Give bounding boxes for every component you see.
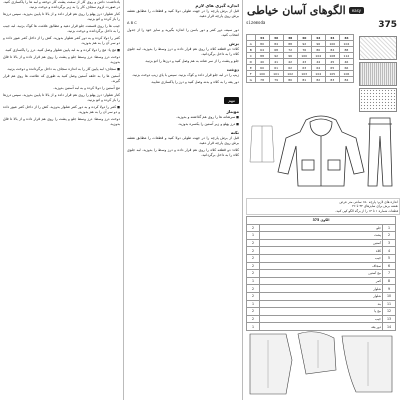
size-table-cell: 43 (297, 59, 311, 65)
size-table-cell: 41 (269, 59, 283, 65)
size-table-cell: 92 (297, 41, 311, 47)
size-table-cell: G (247, 77, 256, 83)
size-table-cell: 61 (269, 65, 283, 71)
size-table-cell: 106 (339, 71, 353, 77)
garment-illustration (246, 112, 396, 192)
brand-label: sizemoda (246, 20, 266, 25)
piece-qty: 1 (247, 277, 260, 285)
piece-row (247, 285, 396, 293)
piece-row (247, 315, 396, 323)
size-table-cell: 88 (339, 47, 353, 53)
piece-name: شلوار (260, 285, 383, 293)
piece-num: 8 (383, 277, 396, 285)
size-table-cell: 96 (311, 41, 325, 47)
instructions-column-left (0, 0, 124, 400)
piece-row (247, 277, 396, 285)
instruction-paragraph: کنار شلوار: درز پهلو را روی هم قرار داده و از بالا تا پایین بدوزید. سپس درزها را باز کرده و اتو بزنید. (3, 12, 120, 21)
size-table-row (247, 77, 354, 83)
piece-qty: 2 (247, 247, 260, 255)
size-table-cell: 104 (339, 41, 353, 47)
section-heading: نکته (230, 130, 239, 135)
size-table-cell: 64 (255, 47, 269, 53)
section-heading: اندازه گیری های لازم (195, 3, 239, 8)
instructions-column-middle (124, 0, 243, 400)
piece-name: آستین (260, 239, 383, 247)
piece-num: 7 (383, 270, 396, 278)
size-table-cell: 84 (339, 77, 353, 83)
piece-row (247, 300, 396, 308)
piece-qty: 2 (247, 224, 260, 232)
size-table-cell: 64 (311, 65, 325, 71)
size-table (246, 34, 354, 83)
piece-num: 1 (383, 224, 396, 232)
instruction-paragraph: مچ آستین را دولا کرده و به لبه آستین بدوزید. (53, 86, 120, 90)
piece-qty: 2 (247, 285, 260, 293)
size-table-cell: 44 (311, 59, 325, 65)
size-table-cell: 42 (283, 59, 297, 65)
size-table-cell: B (247, 47, 256, 53)
piece-num: 5 (383, 254, 396, 262)
size-table-cell: 81 (297, 77, 311, 83)
piece-qty: 2 (247, 292, 260, 300)
size-table-cell: 68 (269, 47, 283, 53)
piece-name: بند (260, 300, 383, 308)
pattern-info-column (243, 0, 400, 400)
piece-qty: 1 (247, 323, 260, 331)
instruction-paragraph: ■ سرشانه ها را روی هم گذاشته و بدوزید. (127, 115, 239, 120)
instruction-paragraph: قبل از برش پارچه را در جهت طولی دولا کنید و قطعات را مطابق نقشه برش روی پارچه قرار دهید. (127, 9, 239, 18)
instruction-paragraph: یادداشت: دامن و روی کار از سمت پشت کار دوخته و لبه ها را پاکسازی کنید. در صورت لزوم سجاف کار را به زیر برگردانده و دوخت بزنید. (3, 0, 120, 9)
piece-row (247, 254, 396, 262)
fabric-swatch (359, 36, 397, 60)
size-table-cell: 63 (297, 65, 311, 71)
pattern-header (243, 20, 400, 34)
piece-name: شلوار (260, 292, 383, 300)
piece-qty: 2 (247, 254, 260, 262)
size-table-header: 38 (283, 35, 297, 41)
size-table-cell: 80 (283, 77, 297, 83)
size-table-cell: 83 (325, 77, 339, 83)
notes-box (246, 198, 400, 215)
measure-letters: A B C (127, 21, 137, 25)
size-table-cell: 108 (325, 53, 339, 59)
size-table-cell: 112 (339, 53, 353, 59)
piece-num: 14 (383, 323, 396, 331)
title-tag: easy (349, 7, 364, 14)
piece-row (247, 224, 396, 232)
size-table-header: 42 (311, 35, 325, 41)
size-table-cell: D (247, 59, 256, 65)
size-table-cell: 76 (297, 47, 311, 53)
piece-num: 4 (383, 247, 396, 255)
fabric-swatch (359, 88, 397, 112)
note-line: نقشه برش برای سایزهای ۳۴ تا ۴۶ (352, 204, 398, 209)
size-table-header: 44 (325, 35, 339, 41)
size-table-cell: 79 (269, 77, 283, 83)
title-bar (243, 0, 400, 20)
size-table-cell: 62 (283, 65, 297, 71)
instruction-paragraph: دور یقه را به کلاه و بدنه وصل کنید و درز را پاکسازی نمایید. (150, 80, 239, 84)
size-table-cell: 105 (325, 71, 339, 77)
piece-row (247, 270, 396, 278)
size-table-cell: 84 (325, 47, 339, 53)
size-table-header: 40 (297, 35, 311, 41)
size-table-cell: 84 (269, 41, 283, 47)
size-table-cell: 40 (255, 59, 269, 65)
piece-num: 3 (383, 239, 396, 247)
instruction-paragraph: قبل از برش پارچه را در جهت طولی دولا کنید و قطعات را مطابق نقشه برش روی پارچه قرار دهید. (127, 136, 239, 145)
piece-name: سجاف (260, 262, 383, 270)
pattern-number: 375 (378, 20, 397, 30)
instruction-paragraph: کلاه: دو قطعه کلاه را روی هم قرار داده و درز وسط را بدوزید. لبه جلوی کلاه را به داخل برگردانید. (127, 47, 239, 56)
piece-num: 12 (383, 308, 396, 316)
instruction-paragraph: زیپ را در لبه جلو قرار داده و کوک بزنید. سپس با پای زیپ دوخت بزنید. (131, 73, 239, 77)
size-table-cell: C (247, 53, 256, 59)
piece-row (247, 262, 396, 270)
section-heading: برش (229, 41, 239, 46)
piece-name: جلو (260, 224, 383, 232)
piece-row (247, 247, 396, 255)
size-table-header: 36 (269, 35, 283, 41)
instruction-paragraph: جیب ها را روی قسمت جلو قرار دهید و مطابق علامت ها کوک بزنید. لبه جیب را به داخل برگردانده و دوخت بزنید. (3, 24, 120, 33)
size-table-cell: 100 (255, 71, 269, 77)
size-table-cell: 101 (269, 71, 283, 77)
instruction-paragraph: کلاه: دو قطعه کلاه را روی هم قرار داده و درز وسط را بدوزید. لبه جلوی کلاه را به داخل برگردانید. (127, 148, 239, 157)
size-table-header: 46 (339, 35, 353, 41)
piece-name: جیب (260, 254, 383, 262)
piece-qty: 2 (247, 262, 260, 270)
instruction-paragraph: دوخت درز وسط: درز وسط جلو و پشت را روی هم قرار داده و از بالا تا فاق بدوزید. (3, 55, 120, 64)
piece-num: 2 (383, 232, 396, 240)
piece-qty: 2 (247, 308, 260, 316)
instruction-paragraph: ■ سجاف: لبه پایین کار را به اندازه سجاف به داخل برگردانده و دوخت بزنید. (3, 67, 120, 72)
piece-qty: 2 (247, 315, 260, 323)
size-table-cell: 72 (283, 47, 297, 53)
instruction-paragraph: جلو و پشت را از سر شانه به هم وصل کنید و درزها را اتو بزنید. (144, 59, 239, 63)
size-table-cell: 104 (311, 53, 325, 59)
piece-qty: 1 (247, 300, 260, 308)
piece-row (247, 308, 396, 316)
size-table-cell: 60 (255, 65, 269, 71)
size-table-cell: 82 (311, 77, 325, 83)
piece-name: پشت (260, 232, 383, 240)
page-title: الگوهای آسان خیاطی (247, 3, 346, 17)
size-table-cell: 104 (311, 71, 325, 77)
size-table-cell: 65 (325, 65, 339, 71)
piece-num: 11 (383, 300, 396, 308)
size-table-cell: 100 (297, 53, 311, 59)
size-table-cell: 102 (283, 71, 297, 77)
size-table-cell: 88 (255, 53, 269, 59)
piece-num: 9 (383, 285, 396, 293)
instruction-paragraph: ■ درز پهلو و زیر آستین را یکسره بدوزید. (127, 122, 239, 127)
size-table-cell: 103 (297, 71, 311, 77)
section-heading: دوخت (226, 67, 239, 72)
size-table-cell: 100 (325, 41, 339, 47)
size-table-cell: F (247, 71, 256, 77)
piece-num: 6 (383, 262, 396, 270)
size-table-cell: 92 (269, 53, 283, 59)
size-table-cell: 80 (255, 41, 269, 47)
size-table-cell: E (247, 65, 256, 71)
pieces-table (246, 216, 396, 331)
piece-num: 10 (383, 292, 396, 300)
piece-num: 13 (383, 315, 396, 323)
size-table-header: 34 (255, 35, 269, 41)
piece-row (247, 292, 396, 300)
instruction-paragraph: ■ مچ پا: مچ را دولا کرده و به لبه پایین شلوار وصل کنید. درز را پاکسازی کنید. (3, 48, 120, 53)
piece-name: کمر (260, 277, 383, 285)
instruction-paragraph: دوخت درز وسط: درز وسط جلو و پشت را روی هم قرار داده و از بالا تا فاق بدوزید. (3, 117, 120, 126)
size-table-cell: 66 (339, 65, 353, 71)
instruction-paragraph: کنار شلوار: درز پهلو را روی هم قرار داده و از بالا تا پایین بدوزید. سپس درزها را باز کرده و اتو بزنید. (3, 93, 120, 102)
instruction-paragraph: آستین ها را به حلقه آستین وصل کنید به طوری که علامت ها روی هم قرار گیرند. (3, 74, 120, 83)
note-line: اندازه های لازم: پارچه ۱۵۰ سانتی متر عرض (339, 200, 398, 204)
fabric-swatches (359, 36, 397, 114)
piece-name: کلاه (260, 247, 383, 255)
instruction-paragraph: کمر را دولا کرده و به دور کمر شلوار بدوزید. کش را از داخل کمر عبور داده و دو سر آن را به هم بدوزید. (3, 36, 120, 45)
instruction-paragraph: دور سینه، دور کمر و دور باسن را اندازه بگیرید و سایز خود را از جدول انتخاب کنید. (127, 28, 239, 37)
piece-row (247, 239, 396, 247)
piece-name: دور یقه (260, 323, 383, 331)
note-line: قطعات شماره ۱ تا ۱۴ را از برگه الگو کپی کنید. (335, 208, 398, 213)
piece-name: جیب (260, 315, 383, 323)
fabric-swatch (359, 62, 397, 86)
piece-qty: 1 (247, 232, 260, 240)
piece-qty: 2 (247, 270, 260, 278)
instruction-paragraph: ■ کمر را دولا کرده و به دور کمر شلوار بدوزید. کش را از داخل کمر عبور داده و دو سر آن را به هم بدوزید. (3, 105, 120, 115)
size-table-cell: 78 (255, 77, 269, 83)
piece-row (247, 232, 396, 240)
piece-qty: 2 (247, 239, 260, 247)
important-badge: مهم (224, 97, 239, 104)
size-table-cell: 80 (311, 47, 325, 53)
size-table-cell: 46 (339, 59, 353, 65)
cutting-layout-diagram (246, 330, 398, 398)
size-table-cell: 96 (283, 53, 297, 59)
piece-name: مچ پا (260, 308, 383, 316)
pieces-table-title: الگوی 375 (247, 217, 396, 225)
size-table-cell: A (247, 41, 256, 47)
piece-name: مچ آستین (260, 270, 383, 278)
size-table-cell: 45 (325, 59, 339, 65)
section-heading: مونتاژ (226, 109, 239, 114)
size-table-cell: 88 (283, 41, 297, 47)
